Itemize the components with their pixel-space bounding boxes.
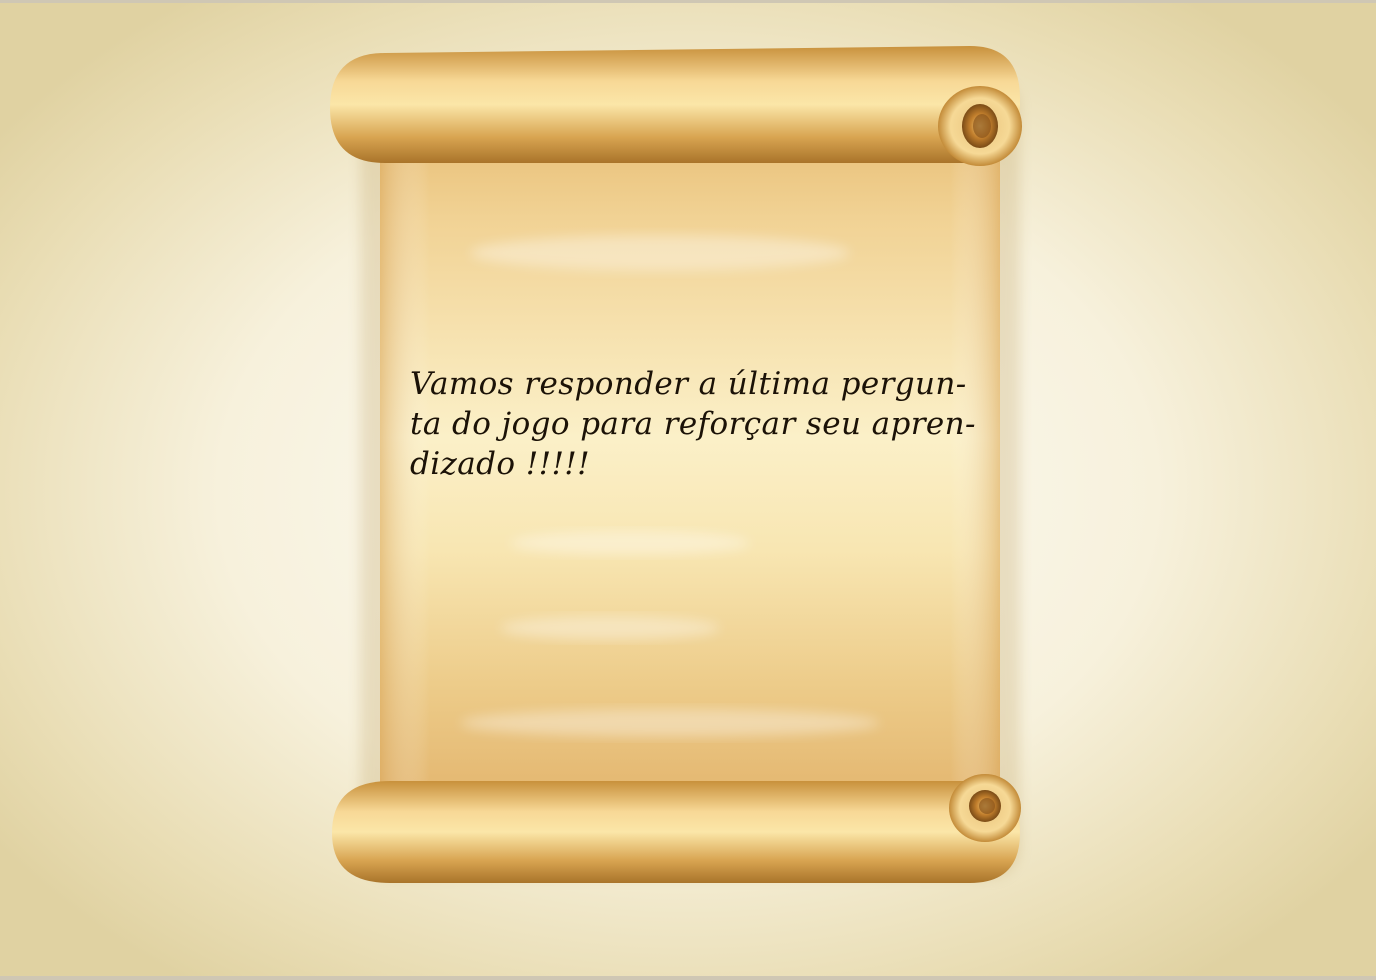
bottom-border bbox=[0, 976, 1376, 980]
message-line-3: dizado !!!!! bbox=[410, 446, 591, 482]
message-line-1: Vamos responder a última pergun- bbox=[410, 366, 967, 402]
top-roller bbox=[330, 46, 1022, 166]
top-border bbox=[0, 0, 1376, 3]
message-line-2: ta do jogo para reforçar seu apren- bbox=[410, 406, 976, 442]
bottom-roller bbox=[332, 774, 1021, 883]
scroll-message bbox=[410, 364, 1020, 484]
parchment-scroll bbox=[320, 38, 1040, 898]
